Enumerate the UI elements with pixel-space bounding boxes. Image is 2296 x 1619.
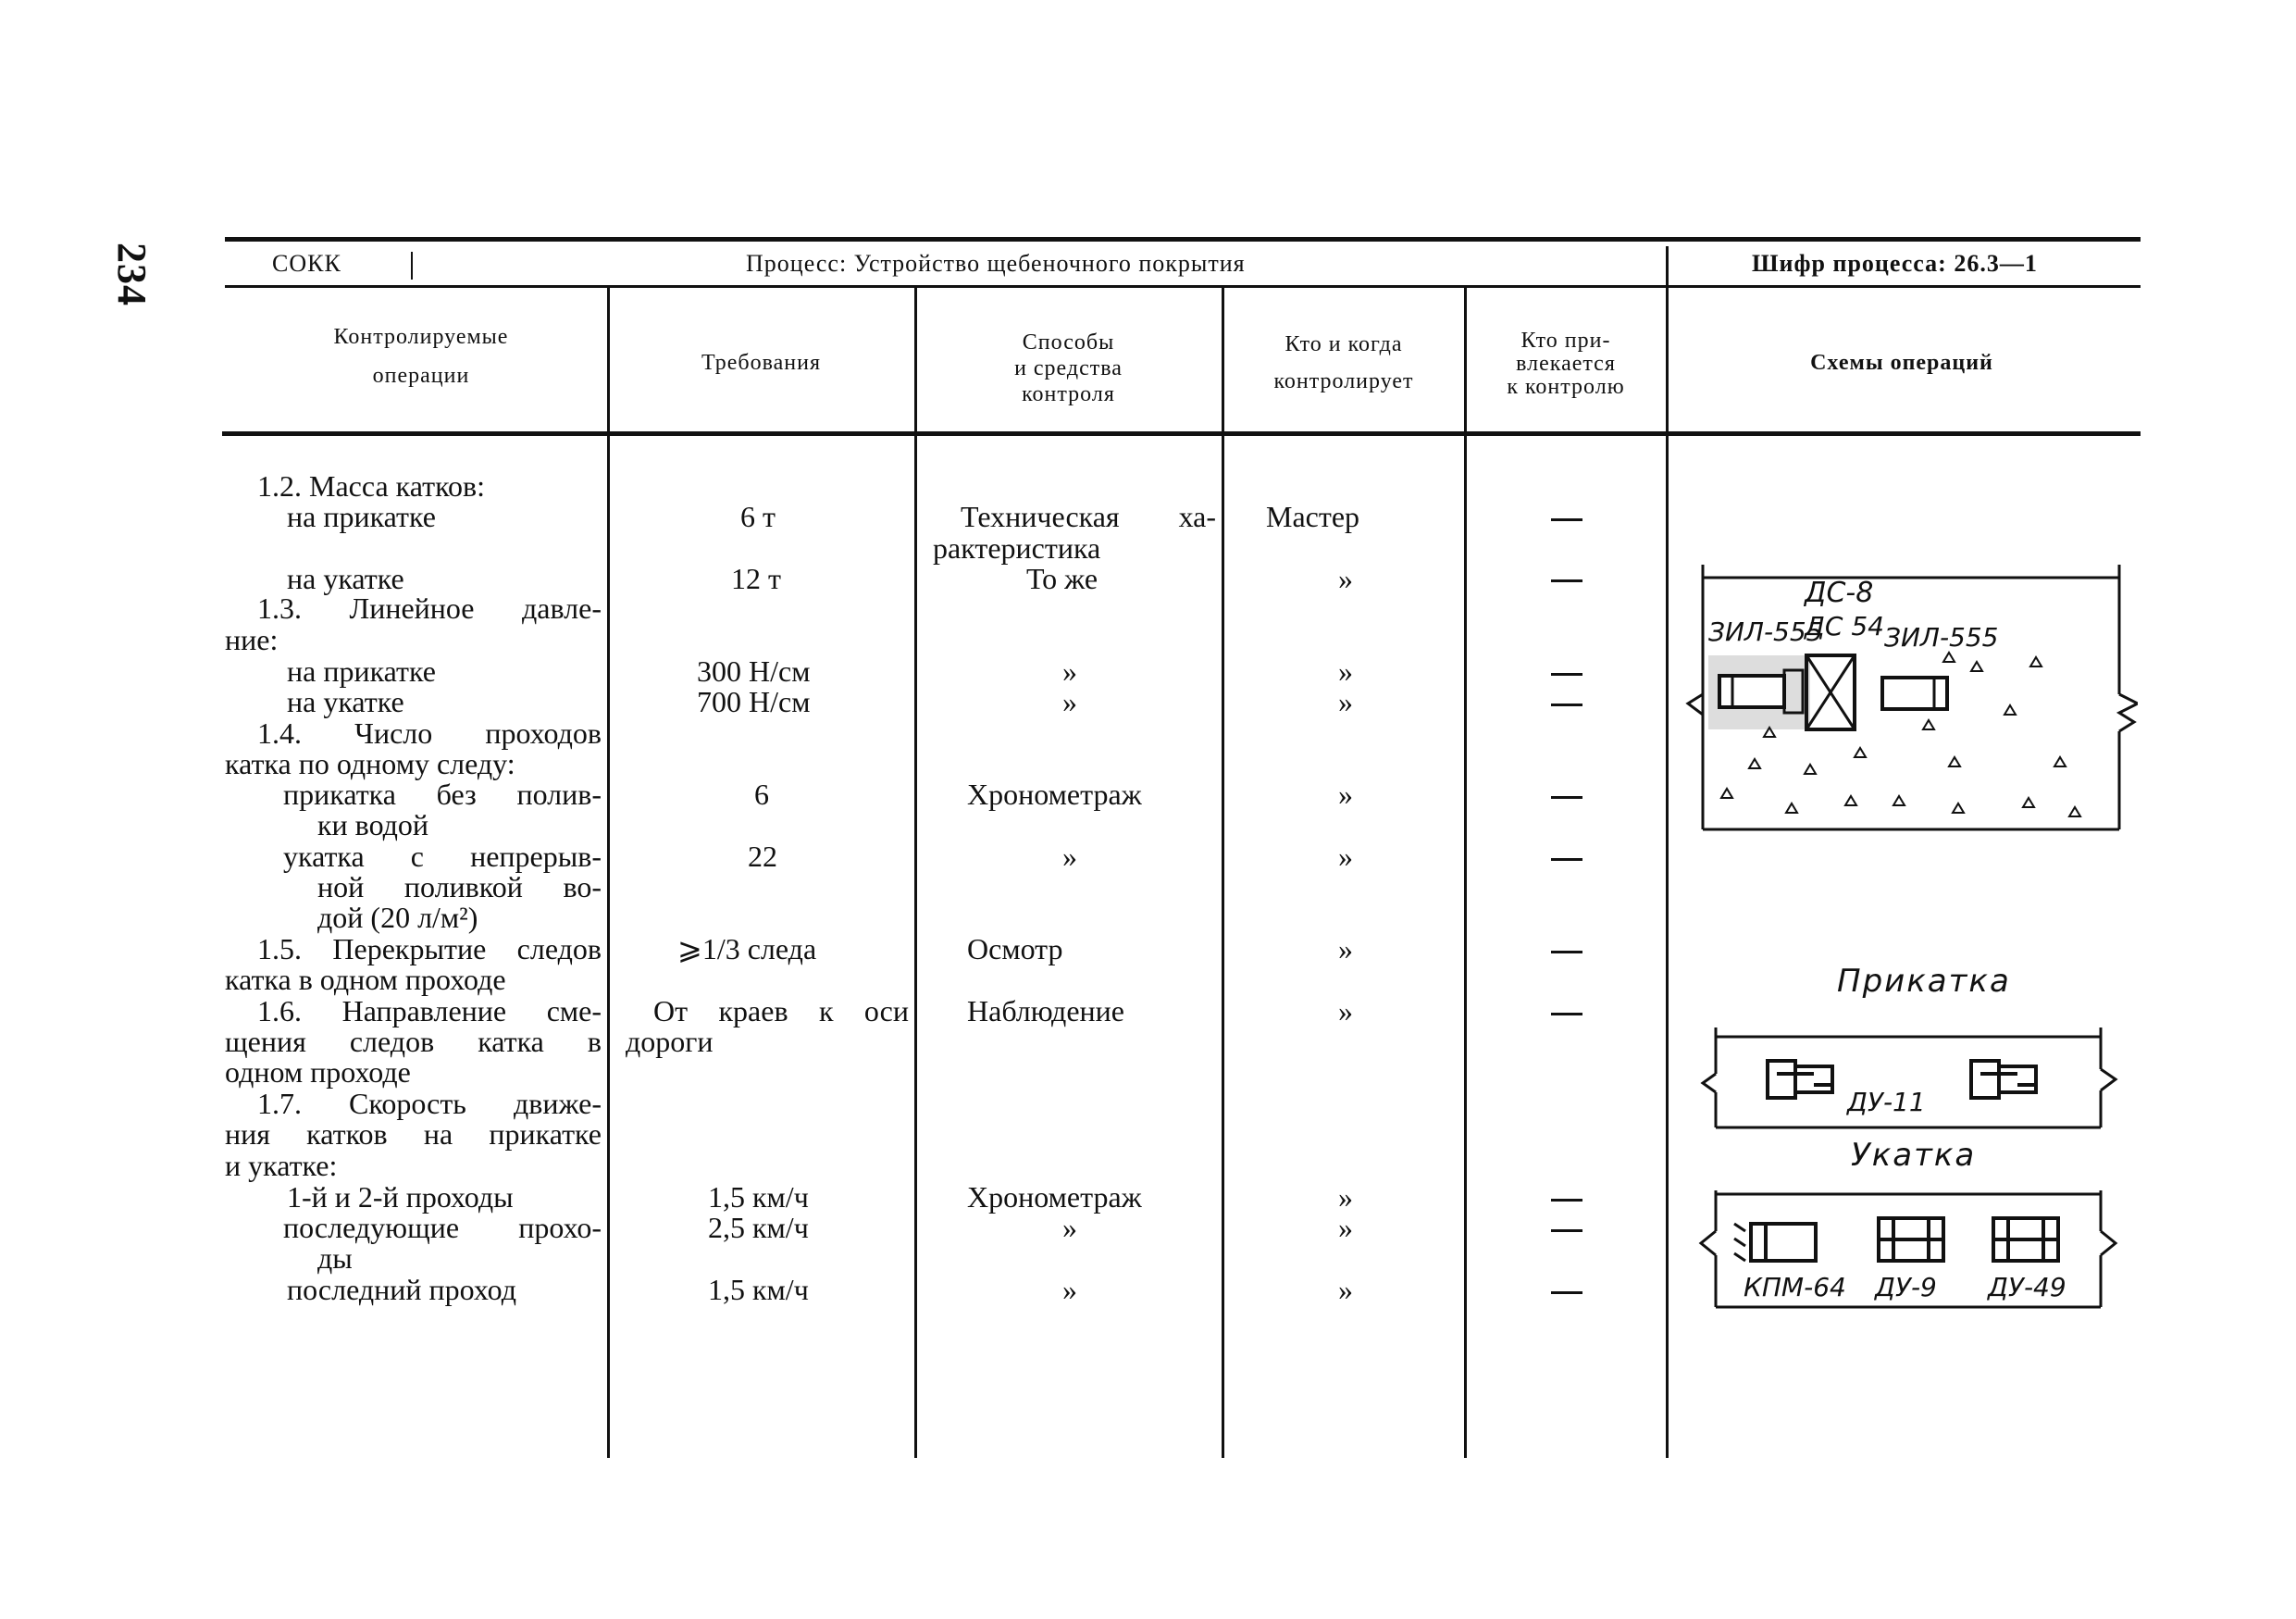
colhead-involved [1467,330,1665,399]
op-line: и укатке: [225,1149,338,1182]
scheme-1-label: ЗИЛ-555 [1708,616,1823,647]
who-line: » [1338,685,1353,718]
op-line: одном проходе [225,1055,411,1089]
colhead-ops [241,324,602,389]
involved-dash [1551,1013,1582,1015]
op-line: катка по одному следу: [225,747,515,780]
colhead-methods-2: и средства [1014,356,1123,380]
req-line: 1,5 км/ч [708,1273,809,1306]
colhead-ops-1: Контролируемые [333,325,509,349]
col-line-3 [1222,287,1224,1458]
colhead-who-2: контролирует [1273,369,1414,393]
col-line-2 [914,287,917,1458]
method-line: Осмотр [967,932,1063,965]
scheme-2-label: ДУ-11 [1847,1087,1926,1117]
op-line: 1.2. Масса катков: [257,469,485,503]
colhead-req: Требования [701,351,821,375]
method-line: Техническая ха- [961,500,1216,533]
op-line: на прикатке [287,500,436,533]
req-line: 22 [748,840,777,873]
req-line: 700 Н/см [697,685,811,718]
op-line: на укатке [287,685,404,718]
op-line: 1-й и 2-й проходы [287,1180,514,1214]
op-line: последний проход [287,1273,516,1306]
req-line: 1,5 км/ч [708,1180,809,1214]
scheme-1-label: ЗИЛ-555 [1884,622,1999,653]
who-line: » [1338,1180,1353,1214]
method-line: » [1062,1273,1077,1306]
scheme-3-label: КПМ-64 [1744,1272,1846,1302]
who-line: » [1338,932,1353,965]
req-line: 300 Н/см [697,654,811,688]
req-line: От краев к оси [653,994,909,1027]
method-line: рактеристика [933,531,1101,565]
method-line: То же [1026,562,1098,595]
who-line: » [1338,654,1353,688]
op-line: на прикатке [287,654,436,688]
colhead-methods-1: Способы [1022,330,1115,355]
ukatka-caption: Укатка [1851,1137,1977,1174]
top-rule [225,237,2141,242]
scheme-2-prikatka [1703,1027,2116,1127]
org-label: СОКК [272,250,341,277]
method-line: Хронометраж [967,1180,1142,1214]
colhead-involved-1: Кто при- [1520,329,1611,353]
scheme-1-label: ДС 54 [1805,611,1884,641]
involved-dash [1551,951,1582,953]
prikatka-caption: Прикатка [1837,963,2011,1000]
op-line: прикатка без полив- [283,778,602,811]
op-line: последующие прохо- [283,1211,602,1244]
org-separator [411,252,413,280]
col-line-4 [1464,287,1467,1458]
colhead-who-1: Кто и когда [1285,332,1403,356]
op-line: ды [317,1241,353,1275]
involved-dash [1551,858,1582,861]
colhead-involved-3: к контролю [1507,375,1625,399]
scheme-3-label: ДУ-49 [1988,1272,2066,1302]
col-line-5 [1666,246,1669,1458]
op-line: 1.3. Линейное давле- [257,592,602,625]
op-line: катка в одном проходе [225,963,506,996]
op-line: ной поливкой во- [317,870,602,903]
op-line: 1.7. Скорость движе- [257,1087,602,1120]
who-line: Мастер [1266,500,1360,533]
scheme-3-ukatka [1701,1190,2116,1307]
who-line: » [1338,840,1353,873]
colhead-methods-3: контроля [1022,382,1115,406]
header-rule [225,285,2141,288]
scheme-diagrams [1675,555,2138,1324]
involved-dash [1551,518,1582,521]
page-number: 234 [109,243,155,306]
op-line: на укатке [287,562,404,595]
who-line: » [1338,1273,1353,1306]
involved-dash [1551,673,1582,676]
colhead-methods [918,330,1219,407]
op-line: укатка с непрерыв- [283,840,602,873]
who-line: » [1338,562,1353,595]
op-line: ние: [225,623,279,656]
req-line: 6 т [740,500,776,533]
involved-dash [1551,579,1582,582]
process-title: Процесс: Устройство щебеночного покрытия [746,250,1246,277]
who-line: » [1338,1211,1353,1244]
method-line: Хронометраж [967,778,1142,811]
colhead-involved-2: влекается [1516,352,1616,376]
who-line: » [1338,994,1353,1027]
op-line: щения следов катка в [225,1025,602,1058]
scheme-3-label: ДУ-9 [1875,1272,1937,1302]
op-line: 1.4. Число проходов [257,716,602,750]
method-line: » [1062,1211,1077,1244]
op-line: 1.5. Перекрытие следов [257,932,602,965]
method-line: Наблюдение [967,994,1124,1027]
scheme-1-label: ДС-8 [1805,577,1874,609]
req-line: ⩾1/3 следа [677,932,817,965]
method-line: » [1062,654,1077,688]
op-line: дой (20 л/м²) [317,901,478,934]
process-cipher: Шифр процесса: 26.3—1 [1752,250,2038,277]
req-line: 6 [754,778,769,811]
op-line: ния катков на прикатке [225,1117,602,1151]
involved-dash [1551,796,1582,799]
colhead-rule [222,431,2141,436]
colhead-ops-2: операции [372,364,470,388]
req-line: 2,5 км/ч [708,1211,809,1244]
scheme-1-spreading [1688,565,2138,829]
req-line: 12 т [731,562,781,595]
method-line: » [1062,685,1077,718]
involved-dash [1551,1229,1582,1232]
colhead-schemes: Схемы операций [1810,351,1993,375]
op-line: 1.6. Направление сме- [257,994,602,1027]
involved-dash [1551,1291,1582,1294]
method-line: » [1062,840,1077,873]
col-line-1 [607,287,610,1458]
who-line: » [1338,778,1353,811]
involved-dash [1551,704,1582,706]
involved-dash [1551,1199,1582,1202]
req-line: дороги [626,1025,714,1058]
colhead-who [1225,331,1462,394]
op-line: ки водой [317,808,429,841]
